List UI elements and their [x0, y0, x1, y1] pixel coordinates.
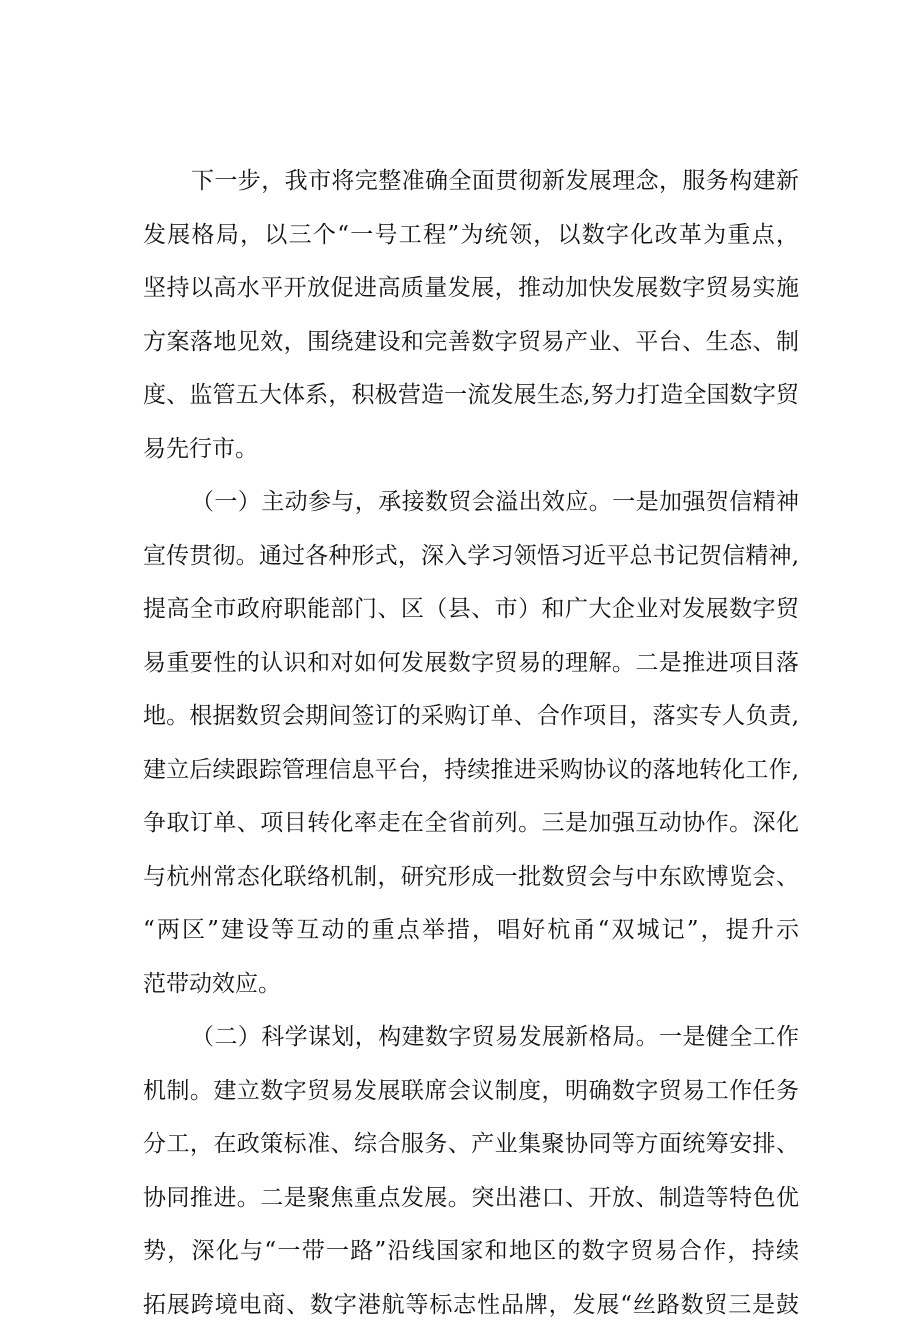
text-line: 与杭州常态化联络机制，研究形成一批数贸会与中东欧博览会、	[143, 851, 799, 905]
text-line: 方案落地见效，围绕建设和完善数字贸易产业、平台、生态、制	[143, 316, 799, 370]
text-line: 机制。建立数字贸易发展联席会议制度，明确数字贸易工作任务	[143, 1065, 799, 1119]
text-line: 易先行市。	[143, 423, 799, 477]
text-line: 度、监管五大体系，积极营造一流发展生态,努力打造全国数字贸	[143, 369, 799, 423]
text-line: 协同推进。二是聚焦重点发展。突出港口、开放、制造等特色优	[143, 1172, 799, 1226]
text-line: 拓展跨境电商、数字港航等标志性品牌，发展“丝路数贸三是鼓	[143, 1279, 799, 1332]
text-line: 争取订单、项目转化率走在全省前列。三是加强互动协作。深化	[143, 797, 799, 851]
text-line: 下一步，我市将完整准确全面贯彻新发展理念，服务构建新	[143, 155, 799, 209]
text-line: （一）主动参与，承接数贸会溢出效应。一是加强贺信精神	[143, 476, 799, 530]
text-line: 宣传贯彻。通过各种形式，深入学习领悟习近平总书记贺信精神,	[143, 530, 799, 584]
paragraph-intro	[143, 155, 799, 476]
paragraph-section-1	[143, 476, 799, 1011]
paragraph-section-2	[143, 1011, 799, 1332]
text-line: 分工，在政策标准、综合服务、产业集聚协同等方面统筹安排、	[143, 1118, 799, 1172]
document-body	[143, 155, 799, 1332]
text-line: 坚持以高水平开放促进高质量发展，推动加快发展数字贸易实施	[143, 262, 799, 316]
text-line: 提高全市政府职能部门、区（县、市）和广大企业对发展数字贸	[143, 583, 799, 637]
text-line: 建立后续跟踪管理信息平台，持续推进采购协议的落地转化工作,	[143, 744, 799, 798]
text-line: 地。根据数贸会期间签订的采购订单、合作项目，落实专人负责,	[143, 690, 799, 744]
text-line: 势，深化与“一带一路”沿线国家和地区的数字贸易合作，持续	[143, 1225, 799, 1279]
text-line: （二）科学谋划，构建数字贸易发展新格局。一是健全工作	[143, 1011, 799, 1065]
text-line: 发展格局，以三个“一号工程”为统领，以数字化改革为重点，	[143, 209, 799, 263]
text-line: 范带动效应。	[143, 958, 799, 1012]
text-line: “两区”建设等互动的重点举措，唱好杭甬“双城记”，提升示	[143, 904, 799, 958]
text-line: 易重要性的认识和对如何发展数字贸易的理解。二是推进项目落	[143, 637, 799, 691]
